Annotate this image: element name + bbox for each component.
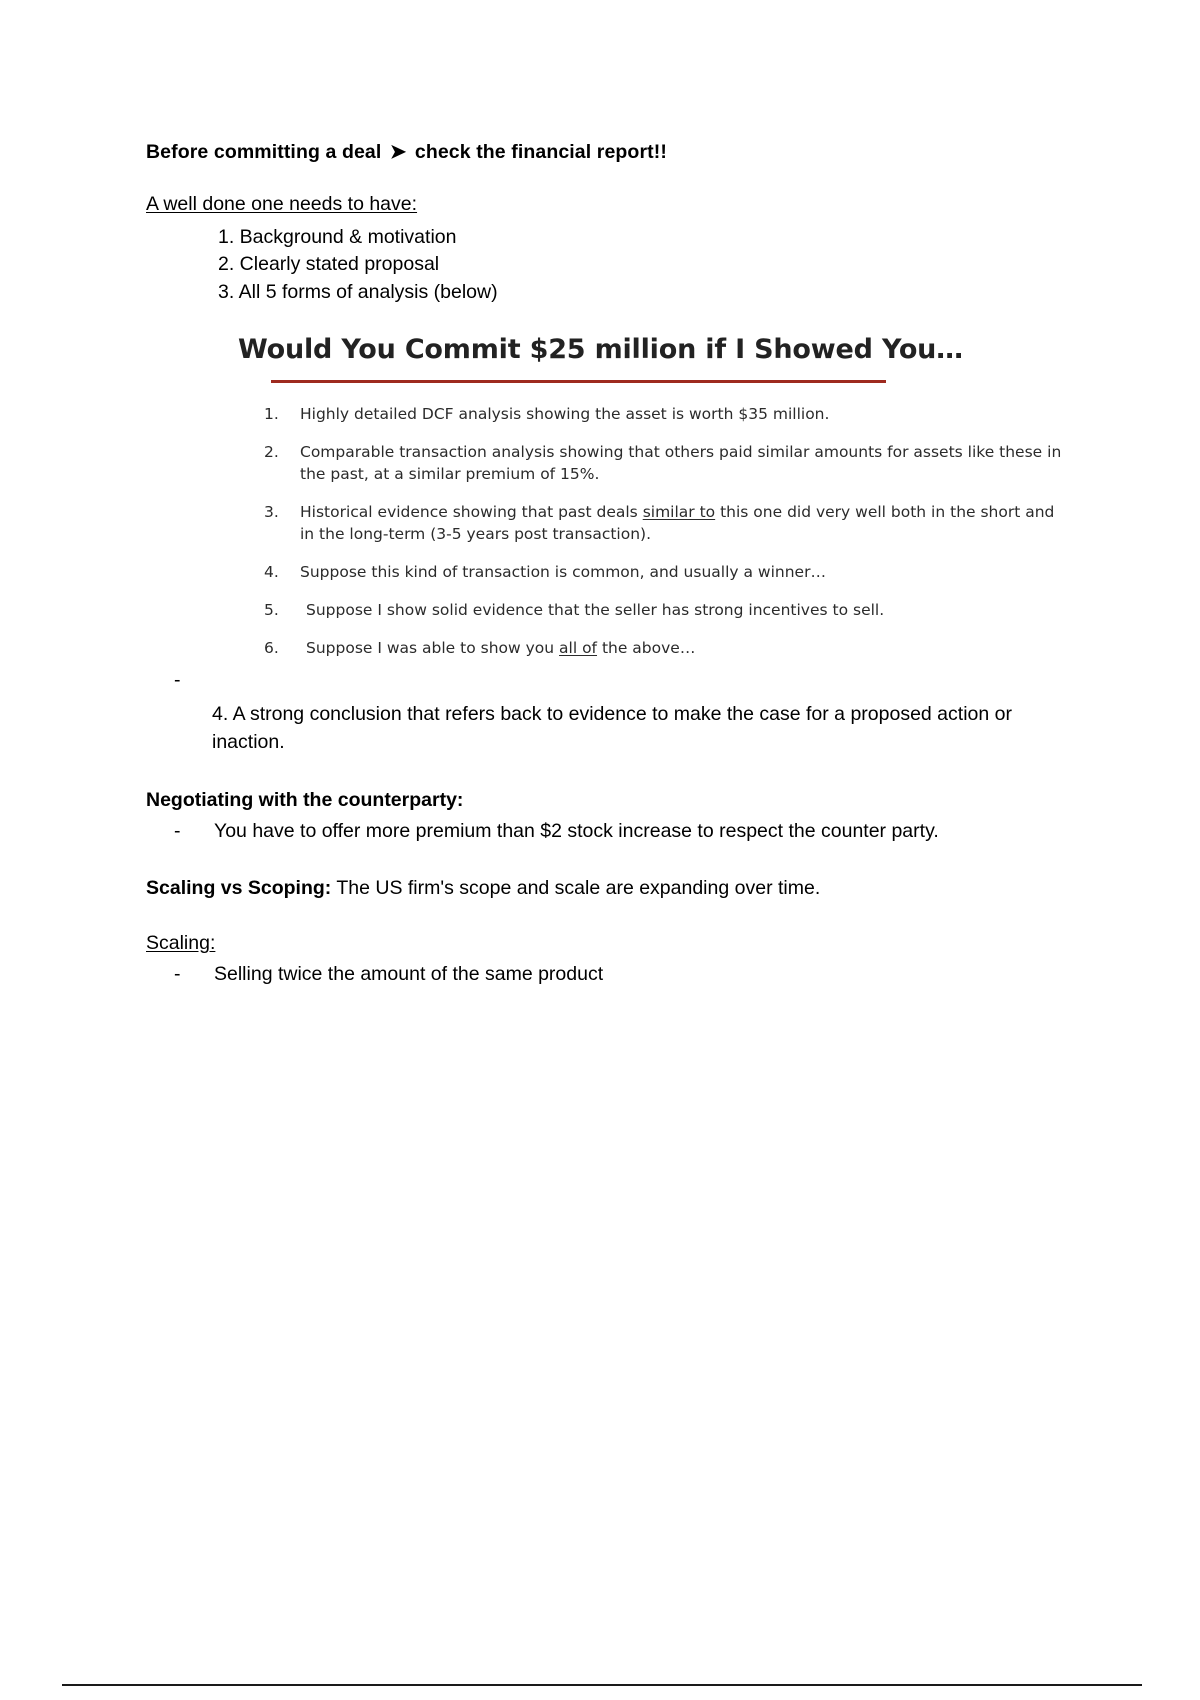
- list-item: [238, 599, 1066, 621]
- list-item-text-post: this one did very well both in the short and in the long-term (3-5 years post transaction).: [300, 503, 1055, 544]
- list-item: [238, 441, 1066, 485]
- list-item: [238, 501, 1066, 545]
- arrow-icon: ➤: [389, 141, 407, 163]
- requirements-list: [146, 224, 1066, 307]
- list-item: 2. Clearly stated proposal: [218, 253, 440, 276]
- list-marker: 3.: [264, 503, 279, 522]
- list-item-text-pre: Suppose I was able to show you: [306, 639, 560, 658]
- scaling-scoping-label: Scaling vs Scoping:: [146, 877, 332, 900]
- scaling-bullets: [146, 961, 1066, 989]
- dash-marker: -: [174, 819, 181, 842]
- intro-label: [146, 191, 1066, 217]
- page-footer-divider: [62, 1684, 1142, 1686]
- section-heading-scaling: Scaling:: [146, 932, 216, 955]
- embedded-slide: [146, 333, 1066, 660]
- slide-title: Would You Commit $25 million if I Showed You…: [238, 333, 963, 365]
- list-item-text-post: the above…: [597, 639, 696, 658]
- page-title: [146, 140, 1066, 165]
- page-title-before: Before committing a deal: [146, 141, 382, 163]
- page-title-after: check the financial report!!: [414, 141, 667, 163]
- list-item: [174, 818, 1066, 846]
- document-content: [146, 140, 1066, 991]
- list-item: [238, 637, 1066, 659]
- list-marker: 4.: [264, 563, 279, 582]
- intro-label-text: A well done one needs to have:: [146, 193, 418, 216]
- section-heading-negotiating: Negotiating with the counterparty:: [146, 788, 464, 811]
- list-marker: 6.: [264, 639, 279, 658]
- conclusion-paragraph: 4. A strong conclusion that refers back to evidence to make the case for a proposed action or inaction.: [212, 703, 1012, 753]
- list-marker: 1.: [264, 405, 279, 424]
- list-item-text: Suppose I show solid evidence that the seller has strong incentives to sell.: [306, 601, 885, 620]
- scaling-scoping-text: The US firm's scope and scale are expanding over time.: [331, 877, 821, 900]
- list-item-text: Highly detailed DCF analysis showing the asset is worth $35 million.: [300, 405, 830, 424]
- list-marker: 2.: [264, 443, 279, 462]
- list-item-text: You have to offer more premium than $2 stock increase to respect the counter party.: [214, 819, 939, 842]
- section-heading-scaling-vs-scoping: [146, 877, 1066, 900]
- list-item-text: Comparable transaction analysis showing that others paid similar amounts for assets like these in the past, at a similar premium of 15%.: [300, 443, 1062, 484]
- list-item-text-underlined: all of: [559, 639, 598, 658]
- list-item-text: Selling twice the amount of the same product: [214, 963, 604, 986]
- list-item: 3. All 5 forms of analysis (below): [218, 281, 498, 304]
- slide-divider: [271, 380, 886, 383]
- list-item: [238, 403, 1066, 425]
- list-item: [238, 561, 1066, 583]
- list-marker: 5.: [264, 601, 279, 620]
- list-item-text: Suppose this kind of transaction is common, and usually a winner…: [300, 563, 826, 582]
- list-item: 1. Background & motivation: [218, 225, 457, 248]
- stray-dash-marker: -: [174, 669, 181, 692]
- dash-marker: -: [174, 963, 181, 986]
- list-item-text-pre: Historical evidence showing that past deals: [300, 503, 643, 522]
- negotiating-bullets: [146, 818, 1066, 846]
- slide-list: [238, 403, 1066, 659]
- list-item-text-underlined: similar to: [642, 503, 716, 522]
- list-item: [174, 961, 1066, 989]
